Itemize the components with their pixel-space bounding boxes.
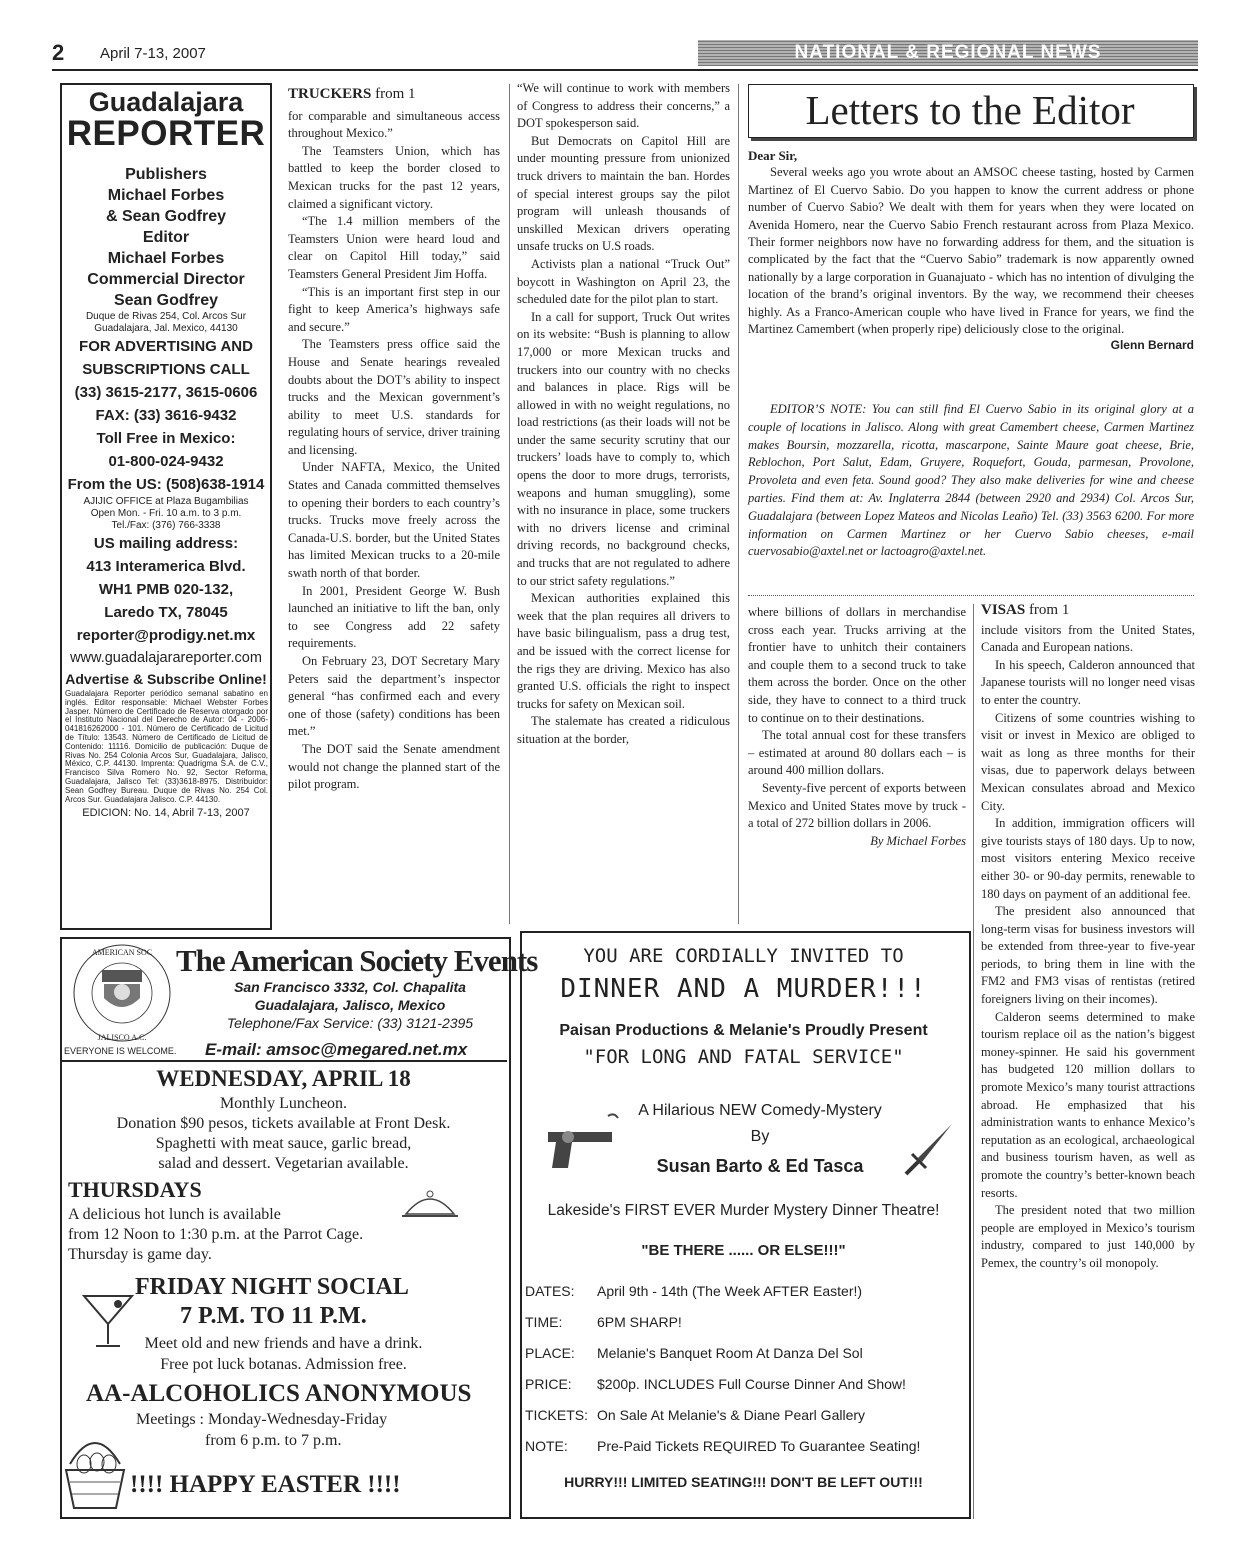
show-title: "FOR LONG AND FATAL SERVICE" bbox=[583, 1046, 904, 1068]
mailing-line: Laredo TX, 78045 bbox=[104, 604, 228, 621]
amsoc-email[interactable]: E-mail: amsoc@megared.net.mx bbox=[205, 1040, 468, 1059]
staff-line: Michael Forbes bbox=[107, 187, 225, 204]
lakeside-line: Lakeside's FIRST EVER Murder Mystery Dinner Theatre! bbox=[547, 1202, 940, 1219]
advertising-heading: SUBSCRIPTIONS CALL bbox=[82, 361, 250, 378]
paragraph: Seventy-five percent of exports between Mexico and United States move by truck - a total of 272 billion dollars in 2006. bbox=[748, 780, 966, 831]
byline: By Michael Forbes bbox=[870, 833, 966, 848]
amsoc-address: San Francisco 3332, Col. Chapalita bbox=[234, 979, 466, 995]
event-heading-wednesday: WEDNESDAY, APRIL 18 bbox=[156, 1066, 411, 1091]
amsoc-contact bbox=[205, 978, 495, 1032]
detail-value: April 9th - 14th (The Week AFTER Easter!) bbox=[597, 1283, 863, 1299]
column-rule bbox=[738, 84, 739, 924]
easter-basket-icon bbox=[62, 1420, 128, 1512]
staff-line: Editor bbox=[142, 229, 190, 246]
paragraph: The total annual cost for these transfers – estimated at around 80 dollars each – is around 400 million dollars. bbox=[748, 728, 966, 778]
ajijic-phone: Tel./Fax: (376) 766-3338 bbox=[111, 520, 221, 531]
phone-numbers: (33) 3615-2177, 3615-0606 bbox=[74, 384, 258, 401]
truckers-column-3 bbox=[748, 604, 966, 850]
staff-line: & Sean Godfrey bbox=[105, 208, 227, 225]
email-link[interactable]: reporter@prodigy.net.mx bbox=[76, 627, 256, 644]
office-hours: Open Mon. - Fri. 10 a.m. to 3 p.m. bbox=[90, 508, 242, 519]
detail-value: On Sale At Melanie's & Diane Pearl Gallery bbox=[597, 1407, 866, 1423]
amsoc-rule bbox=[60, 1060, 507, 1062]
presenters-line: Paisan Productions & Melanie's Proudly Present bbox=[559, 1022, 928, 1039]
paragraph: for comparable and simultaneous access throughout Mexico.” bbox=[288, 108, 500, 141]
society-seal-icon bbox=[66, 940, 178, 1046]
amsoc-welcome: EVERYONE IS WELCOME. bbox=[64, 1046, 177, 1056]
issue-date: April 7-13, 2007 bbox=[100, 45, 206, 62]
event-text: A delicious hot lunch is available bbox=[68, 1206, 281, 1223]
serving-dish-icon bbox=[400, 1180, 460, 1230]
letter-body: Several weeks ago you wrote about an AMSOC cheese tasting, hosted by Carmen Martinez of El Cuervo Sabio. Do you happen to know the current address or phone number of Cuervo Sabio? We dealt with them for years when they were located on Avenida Homero, near the Cuervo Sabio French restaurant across from Plaza Mexico. Their former neighbors now have no forwarding address for them, and the situation is complicated by the fact that the “Cuervo Sabio” trademark is now apparently owned nationally by a large corporation in Guanajuato - which has no intention of divulging the location of the brand’s original inventors. By the way, we recommend their cheeses highly. As a Franco-American couple who have lived in France for years, we find the Martinez Camembert (when properly ripe) deliciously close to the original. bbox=[748, 165, 1194, 337]
dinner-ad-box bbox=[520, 931, 971, 1519]
ajijic-office: AJIJIC OFFICE at Plaza Bugambilias bbox=[83, 496, 249, 507]
detail-row-dates bbox=[525, 1283, 862, 1299]
legal-notice: Guadalajara Reporter periódico semanal sabatino en inglés. Editor responsable: Michael Webster Forbes Jasper. Número de Certificado de Reserva otorgado por el Instituto Nacional del Derecho de Autor: 04 - 2006- 041816262000 - 101. Número de Certificado de Licitud de Título: 13543. Número de Certificado de Licitud de Contenido: 11116. Domicilio de publicación: Duque de Rivas No. 254 Colonia Arcos Sur, Guadalajara, Jalisco, México, C.P. 44130. Imprenta: Quadrigma S.A. de C.V., Francisco Silva Romero No. 92, Sector Reforma, Guadalajara, Jalisco Tel: (33)3618-8975. Distribuidor: Sean Godfrey Bureau. Duque de Rivas No. 254 Col. Arcos Sur. Guadalajara Jalisco. C.P. 44130. bbox=[65, 689, 268, 804]
online-heading: Advertise & Subscribe Online! bbox=[65, 671, 267, 687]
paragraph: Calderon seems determined to make tourism replace oil as the nation’s biggest money-spinner. He said his government has budgeted 120 million dollars to promote Mexico’s many tourist attractions abroad. He emphasized that his administration wants to enhance Mexico’s reputation as an ecological, archaeological and business tourism haven, as well as promote the country’s better-known beach resorts. bbox=[981, 1009, 1195, 1200]
paragraph: The DOT said the Senate amendment would not change the planned start of the pilot program. bbox=[288, 741, 500, 792]
authors-line: Susan Barto & Ed Tasca bbox=[656, 1156, 864, 1176]
visas-column bbox=[981, 602, 1195, 1273]
mailing-line: WH1 PMB 020-132, bbox=[98, 581, 234, 598]
detail-value: $200p. INCLUDES Full Course Dinner And Show! bbox=[597, 1376, 906, 1392]
paragraph: include visitors from the United States, Canada and European nations. bbox=[981, 622, 1195, 655]
paragraph: In addition, immigration officers will give tourists stays of 180 days. Up to now, most visitors entering Mexico receive either 30- or 90-day permits, renewable to 180 days on payment of an additional fee. bbox=[981, 816, 1195, 901]
letter bbox=[748, 147, 1194, 352]
letters-title: Letters to the Editor bbox=[805, 87, 1135, 133]
happy-easter: !!!! HAPPY EASTER !!!! bbox=[130, 1471, 401, 1498]
event-text: Thursday is game day. bbox=[68, 1246, 212, 1263]
event-text: Spaghetti with meat sauce, garlic bread, bbox=[155, 1135, 412, 1152]
paragraph: “This is an important first step in our fight to keep America’s highways safe and secure.” bbox=[288, 284, 500, 334]
detail-label: TICKETS: bbox=[525, 1407, 589, 1423]
paragraph: On February 23, DOT Secretary Mary Peters said the department’s inspector general “has confirmed each and every one of those (safety) conditions has been met.” bbox=[288, 654, 500, 739]
paragraph: “The 1.4 million members of the Teamsters Union were heard loud and clear on Capitol Hill today,” said Teamsters General President Jim Hoffa. bbox=[288, 214, 500, 281]
detail-row-place bbox=[525, 1345, 863, 1361]
event-heading-friday: FRIDAY NIGHT SOCIAL bbox=[135, 1274, 409, 1300]
staff-line: Publishers bbox=[125, 166, 207, 183]
section-rule bbox=[748, 595, 1194, 596]
paragraph: Citizens of some countries wishing to visit or invest in Mexico are obliged to wait as long as three months for their visas, due to paperwork delays between Mexican consulates abroad and Mexico City. bbox=[981, 710, 1195, 813]
column-rule bbox=[509, 84, 510, 924]
paragraph: In his speech, Calderon announced that Japanese tourists will no longer need visas to enter the country. bbox=[981, 657, 1195, 707]
paragraph: The president also announced that long-term visas for business investors will be extended from three-year to five-year periods, to bring them in line with the FM2 and FM3 visas of rentistas (retired foreigners living on their incomes). bbox=[981, 904, 1195, 1007]
tollfree-number: 01-800-024-9432 bbox=[108, 453, 224, 470]
paragraph: Under NAFTA, Mexico, the United States and Canada committed themselves to opening their borders to each country’s trucks. Trucks move freely across the Canada-U.S. border, but the United States has limited Mexican trucks to a 20-mile swath north of that border. bbox=[288, 460, 500, 581]
detail-row-price bbox=[525, 1376, 906, 1392]
detail-label: DATES: bbox=[525, 1283, 575, 1299]
event-text: Donation $90 pesos, tickets available at Front Desk. bbox=[116, 1115, 451, 1132]
detail-value: Pre-Paid Tickets REQUIRED To Guarantee Seating! bbox=[597, 1438, 921, 1454]
paragraph: The president noted that two million people are employed in Mexico’s tourism industry, compared to just 140,000 by Pemex, the country’s oil monopoly. bbox=[981, 1203, 1195, 1270]
hurry-line: HURRY!!! LIMITED SEATING!!! DON'T BE LEFT OUT!!! bbox=[564, 1474, 923, 1490]
masthead-title-2: REPORTER bbox=[66, 114, 266, 153]
advertising-heading: FOR ADVERTISING AND bbox=[79, 338, 253, 355]
detail-label: PLACE: bbox=[525, 1345, 575, 1361]
paragraph: But Democrats on Capitol Hill are under mounting pressure from unionized truck drivers to maintain the ban. Hordes of special interest groups say the pilot program will unleash thousands of unskilled Mexican drivers operating unsafe trucks on U.S roads. bbox=[517, 133, 730, 254]
detail-label: PRICE: bbox=[525, 1376, 572, 1392]
fax-number: FAX: (33) 3616-9432 bbox=[95, 407, 237, 424]
detail-value: 6PM SHARP! bbox=[597, 1314, 682, 1330]
detail-row-time bbox=[525, 1314, 682, 1330]
event-time-friday: 7 P.M. TO 11 P.M. bbox=[180, 1303, 367, 1329]
letter-salutation: Dear Sir, bbox=[748, 148, 798, 163]
editor-note bbox=[748, 401, 1194, 561]
event-heading-thursdays: THURSDAYS bbox=[68, 1177, 202, 1202]
column-rule bbox=[973, 604, 974, 1519]
office-address: Duque de Rivas 254, Col. Arcos Sur bbox=[85, 311, 247, 322]
page-number: 2 bbox=[52, 40, 65, 65]
paragraph: Activists plan a national “Truck Out” boycott in Washington on April 23, the scheduled date for the pilot plan to start. bbox=[517, 256, 730, 307]
header-rule bbox=[52, 69, 1198, 71]
paragraph: The Teamsters Union, which has battled to keep the border closed to Mexican trucks for the past 12 years, claimed a significant victory. bbox=[288, 143, 500, 211]
section-banner: NATIONAL & REGIONAL NEWS bbox=[698, 40, 1198, 66]
amsoc-title: The American Society Events bbox=[176, 943, 538, 978]
dinner-murder-title: DINNER AND A MURDER!!! bbox=[560, 974, 927, 1004]
mailing-line: 413 Interamerica Blvd. bbox=[86, 558, 246, 575]
detail-row-note bbox=[525, 1438, 920, 1454]
event-text: salad and dessert. Vegetarian available. bbox=[158, 1155, 409, 1172]
event-text: from 6 p.m. to 7 p.m. bbox=[205, 1432, 342, 1449]
detail-value: Melanie's Banquet Room At Danza Del Sol bbox=[597, 1345, 863, 1361]
office-address: Guadalajara, Jal. Mexico, 44130 bbox=[94, 323, 238, 334]
paragraph: “We will continue to work with members of Congress to address their concerns,” a DOT spokesperson said. bbox=[517, 81, 730, 131]
website-link[interactable]: www.guadalajarareporter.com bbox=[70, 650, 262, 666]
letter-signature: Glenn Bernard bbox=[1110, 338, 1194, 353]
event-text: Free pot luck botanas. Admission free. bbox=[160, 1356, 407, 1373]
editor-note-text: EDITOR’S NOTE: You can still find El Cuervo Sabio in its original glory at a couple of locations in Jalisco. Along with great Camembert cheese, Carmen Martinez makes Boursin, mozzarella, ricotta, mascarpone, Sainte Maure goat cheese, Brie, Reblochon, Port Salut, Edam, Gruyere, Roquefort, Gouda, parmesan, Provolone, Provoleta and even feta. Sound good? They also make deliveries for wine and cheese parties. Find them at: Av. Inglaterra 2844 (between 2920 and 2934) Col. Arcos Sur, Guadalajara (between Lopez Mateos and Nicolas Leaño) Tel. (33) 3563 6200. For more information on Carmen Martinez or her Cuervo Sabio cheeses, e-mail cuervosabio@axtel.net or lactoagro@axtel.net. bbox=[748, 402, 1194, 559]
amsoc-address: Guadalajara, Jalisco, Mexico bbox=[254, 997, 446, 1013]
mailing-label: US mailing address: bbox=[93, 535, 239, 552]
comedy-line: A Hilarious NEW Comedy-Mystery bbox=[638, 1102, 882, 1119]
truckers-column-2 bbox=[517, 80, 730, 749]
staff-line: Commercial Director bbox=[87, 271, 245, 288]
event-heading-aa: AA-ALCOHOLICS ANONYMOUS bbox=[86, 1380, 472, 1407]
paragraph: where billions of dollars in merchandise cross each year. Trucks arriving at the frontier have to unhitch their containers and couple them to a second truck to take them across the border. Once on the other side, they have to connect to a third truck to continue on to their destinations. bbox=[748, 605, 966, 725]
tollfree-label: Toll Free in Mexico: bbox=[96, 430, 236, 447]
event-text: Meetings : Monday-Wednesday-Friday bbox=[136, 1411, 388, 1428]
masthead-box bbox=[60, 83, 272, 930]
be-there-line: "BE THERE ...... OR ELSE!!!" bbox=[641, 1242, 846, 1259]
amsoc-phone: Telephone/Fax Service: (33) 3121-2395 bbox=[226, 1015, 474, 1031]
paragraph: In 2001, President George W. Bush launched an initiative to lift the ban, only to see Congress add 22 safety requirements. bbox=[288, 583, 500, 651]
event-text: Monthly Luncheon. bbox=[219, 1095, 348, 1112]
invite-line: YOU ARE CORDIALLY INVITED TO bbox=[583, 945, 904, 967]
paragraph: Mexican authorities explained this week that the plan requires all drivers to have basic bilingualism, pass a drug test, and be issued with the correct license for the rigs they are driving. Mexico has also granted U.S. officials the right to inspect trucks for safety on Mexican soil. bbox=[517, 591, 730, 711]
svg-text:JALISCO A.C.: JALISCO A.C. bbox=[97, 1033, 147, 1042]
paragraph: In a call for support, Truck Out writes on its website: “Bush is planning to allow 17,000 or more Mexican trucks and truckers into our country with no checks and balances in place. Rigs will be allowed in with no weight regulations, no load restrictions (as their loads will not be under the same security scrutiny that our truckers’ loads have to comply to, which opens the door to more drugs, terrorists, weapons and human smuggling), some with no insurance in place, some truckers with no drivers license and criminal driving records, no background checks, and trucks that are not regulated to adhere to our strict safety regulations.” bbox=[517, 309, 730, 588]
event-text: from 12 Noon to 1:30 p.m. at the Parrot Cage. bbox=[68, 1226, 364, 1243]
by-line: By bbox=[750, 1128, 770, 1145]
staff-line: Sean Godfrey bbox=[113, 292, 219, 309]
svg-text:AMERICAN SOC: AMERICAN SOC bbox=[91, 948, 153, 957]
paragraph: The stalemate has created a ridiculous situation at the border, bbox=[517, 714, 730, 746]
masthead-title-1: Guadalajara bbox=[88, 87, 244, 117]
paragraph: The Teamsters press office said the House and Senate hearings revealed doubts about the DOT’s ability to inspect trucks and the Mexican government’s ability to meet U.S. standards for regulating hours of service, driver training and licensing. bbox=[288, 337, 500, 457]
staff-line: Michael Forbes bbox=[107, 250, 225, 267]
detail-label: NOTE: bbox=[525, 1438, 568, 1454]
us-phone: From the US: (508)638-1914 bbox=[67, 476, 265, 493]
detail-row-tickets bbox=[525, 1407, 865, 1423]
event-text: Meet old and new friends and have a drink. bbox=[144, 1335, 423, 1352]
detail-label: TIME: bbox=[525, 1314, 563, 1330]
visas-kicker: VISAS from 1 bbox=[981, 602, 1070, 618]
truckers-kicker: TRUCKERS from 1 bbox=[288, 86, 416, 102]
edition-line: EDICION: No. 14, Abril 7-13, 2007 bbox=[82, 807, 250, 820]
truckers-column-1 bbox=[288, 86, 500, 794]
